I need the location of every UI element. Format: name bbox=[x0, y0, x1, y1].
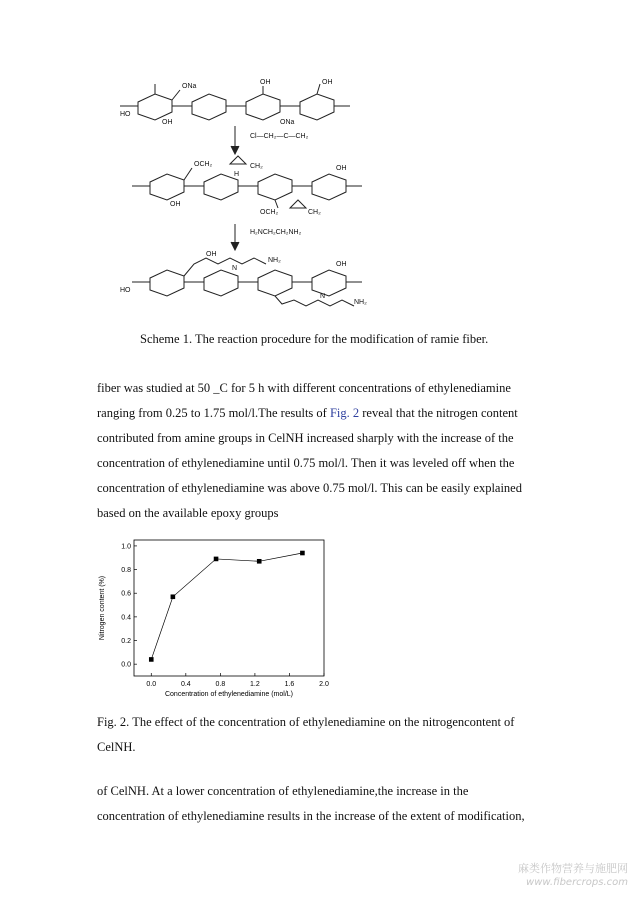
x-tick-label: 1.6 bbox=[284, 681, 295, 688]
text-line: Fig. 2. The effect of the concentration of ethylenediamine on the nitrogencontent of bbox=[97, 715, 515, 729]
label-och2-2: OCH₂ bbox=[260, 209, 279, 216]
label-ho-1: HO bbox=[120, 111, 131, 118]
cellulose-ring-3 bbox=[246, 94, 280, 120]
reagent-ethylenediamine: H₂NCH₂CH₂NH₂ bbox=[250, 229, 302, 236]
text-line: of CelNH. At a lower concentration of ethylenediamine,the increase in the bbox=[97, 784, 469, 798]
text-line: concentration of ethylenediamine until 0.75 mol/l. Then it was leveled off when the bbox=[97, 456, 515, 470]
label-nh2-2: NH₂ bbox=[354, 299, 367, 306]
watermark-line2: www.fibercrops.com bbox=[526, 877, 628, 888]
label-oh-3: OH bbox=[322, 79, 333, 86]
nitrogen-content-chart bbox=[92, 530, 332, 700]
label-oh-2: OH bbox=[260, 79, 271, 86]
x-tick-label: 0.0 bbox=[146, 681, 157, 688]
reagent-epichlorohydrin: Cl—CH₂—C—CH₂ bbox=[250, 133, 309, 140]
epoxide-2 bbox=[290, 200, 306, 208]
cellulose-ring-10 bbox=[204, 270, 238, 296]
cellulose-ring-2 bbox=[192, 94, 226, 120]
cellulose-ring-11 bbox=[258, 270, 292, 296]
x-tick-label: 1.2 bbox=[250, 681, 260, 688]
x-tick-label: 0.8 bbox=[215, 681, 226, 688]
text-line: concentration of ethylenediamine results in the increase of the extent of modification, bbox=[97, 809, 525, 823]
scheme-caption: Scheme 1. The reaction procedure for the modification of ramie fiber. bbox=[140, 332, 489, 346]
y-tick-label: 0.0 bbox=[121, 661, 131, 669]
x-tick-label: 0.4 bbox=[180, 681, 191, 688]
label-oh-6: OH bbox=[206, 251, 217, 258]
text-line: contributed from amine groups in CelNH increased sharply with the increase of the bbox=[97, 431, 514, 445]
data-point bbox=[300, 551, 305, 556]
cellulose-ring-8 bbox=[312, 174, 346, 200]
y-tick-label: 0.8 bbox=[121, 567, 131, 575]
data-point bbox=[214, 557, 219, 562]
text-line: CelNH. bbox=[97, 740, 136, 754]
cellulose-ring-5 bbox=[150, 174, 184, 200]
label-oh-7: OH bbox=[336, 261, 347, 268]
label-ona-bottom: ONa bbox=[280, 119, 295, 126]
text-line: concentration of ethylenediamine was above 0.75 mol/l. This can be easily explained bbox=[97, 481, 522, 495]
label-ona-top: ONa bbox=[182, 83, 197, 90]
label-oh-5: OH bbox=[336, 165, 347, 172]
label-nh2-1: NH₂ bbox=[268, 257, 281, 264]
label-ho-2: HO bbox=[120, 287, 131, 294]
cellulose-ring-6 bbox=[204, 174, 238, 200]
plot-frame bbox=[134, 540, 324, 676]
cellulose-ring-12 bbox=[312, 270, 346, 296]
cellulose-ring-1 bbox=[138, 94, 172, 120]
text-line: ranging from 0.25 to 1.75 mol/l.The results of Fig. 2 reveal that the nitrogen content bbox=[97, 406, 518, 420]
label-n-2: N bbox=[320, 293, 326, 300]
body-paragraph-2 bbox=[97, 779, 537, 829]
text-line: based on the available epoxy groups bbox=[97, 506, 279, 520]
epoxide-1 bbox=[230, 156, 246, 164]
label-n-1: N bbox=[232, 265, 238, 272]
y-tick-label: 0.2 bbox=[121, 638, 131, 646]
figure-caption bbox=[97, 710, 537, 760]
y-axis-label: Nitrogen content (%) bbox=[99, 575, 106, 641]
cellulose-ring-4 bbox=[300, 94, 334, 120]
x-tick-label: 2.0 bbox=[319, 681, 329, 688]
label-oh-4: OH bbox=[170, 201, 181, 208]
label-ch2-2: CH₂ bbox=[308, 209, 321, 216]
data-point bbox=[257, 559, 262, 564]
data-point bbox=[171, 594, 176, 599]
data-point bbox=[149, 657, 154, 662]
label-h-1: H bbox=[234, 171, 240, 178]
reaction-scheme bbox=[110, 72, 530, 312]
label-och2-1: OCH₂ bbox=[194, 161, 213, 168]
y-tick-label: 0.6 bbox=[121, 590, 131, 598]
label-oh-1: OH bbox=[162, 119, 173, 126]
watermark bbox=[518, 862, 628, 889]
series-line bbox=[151, 553, 302, 659]
y-tick-label: 1.0 bbox=[121, 543, 131, 551]
label-ch2-1: CH₂ bbox=[250, 163, 263, 170]
x-axis-label: Concentration of ethylenediamine (mol/L) bbox=[164, 691, 294, 698]
body-paragraph-1 bbox=[97, 376, 537, 526]
cellulose-ring-7 bbox=[258, 174, 292, 200]
y-tick-label: 0.4 bbox=[121, 614, 131, 622]
watermark-line1: 麻类作物营养与施肥网 bbox=[518, 862, 628, 875]
fig2-link[interactable]: Fig. 2 bbox=[329, 406, 360, 420]
text-line: fiber was studied at 50 _C for 5 h with different concentrations of ethylenediamine bbox=[97, 381, 511, 395]
cellulose-ring-9 bbox=[150, 270, 184, 296]
